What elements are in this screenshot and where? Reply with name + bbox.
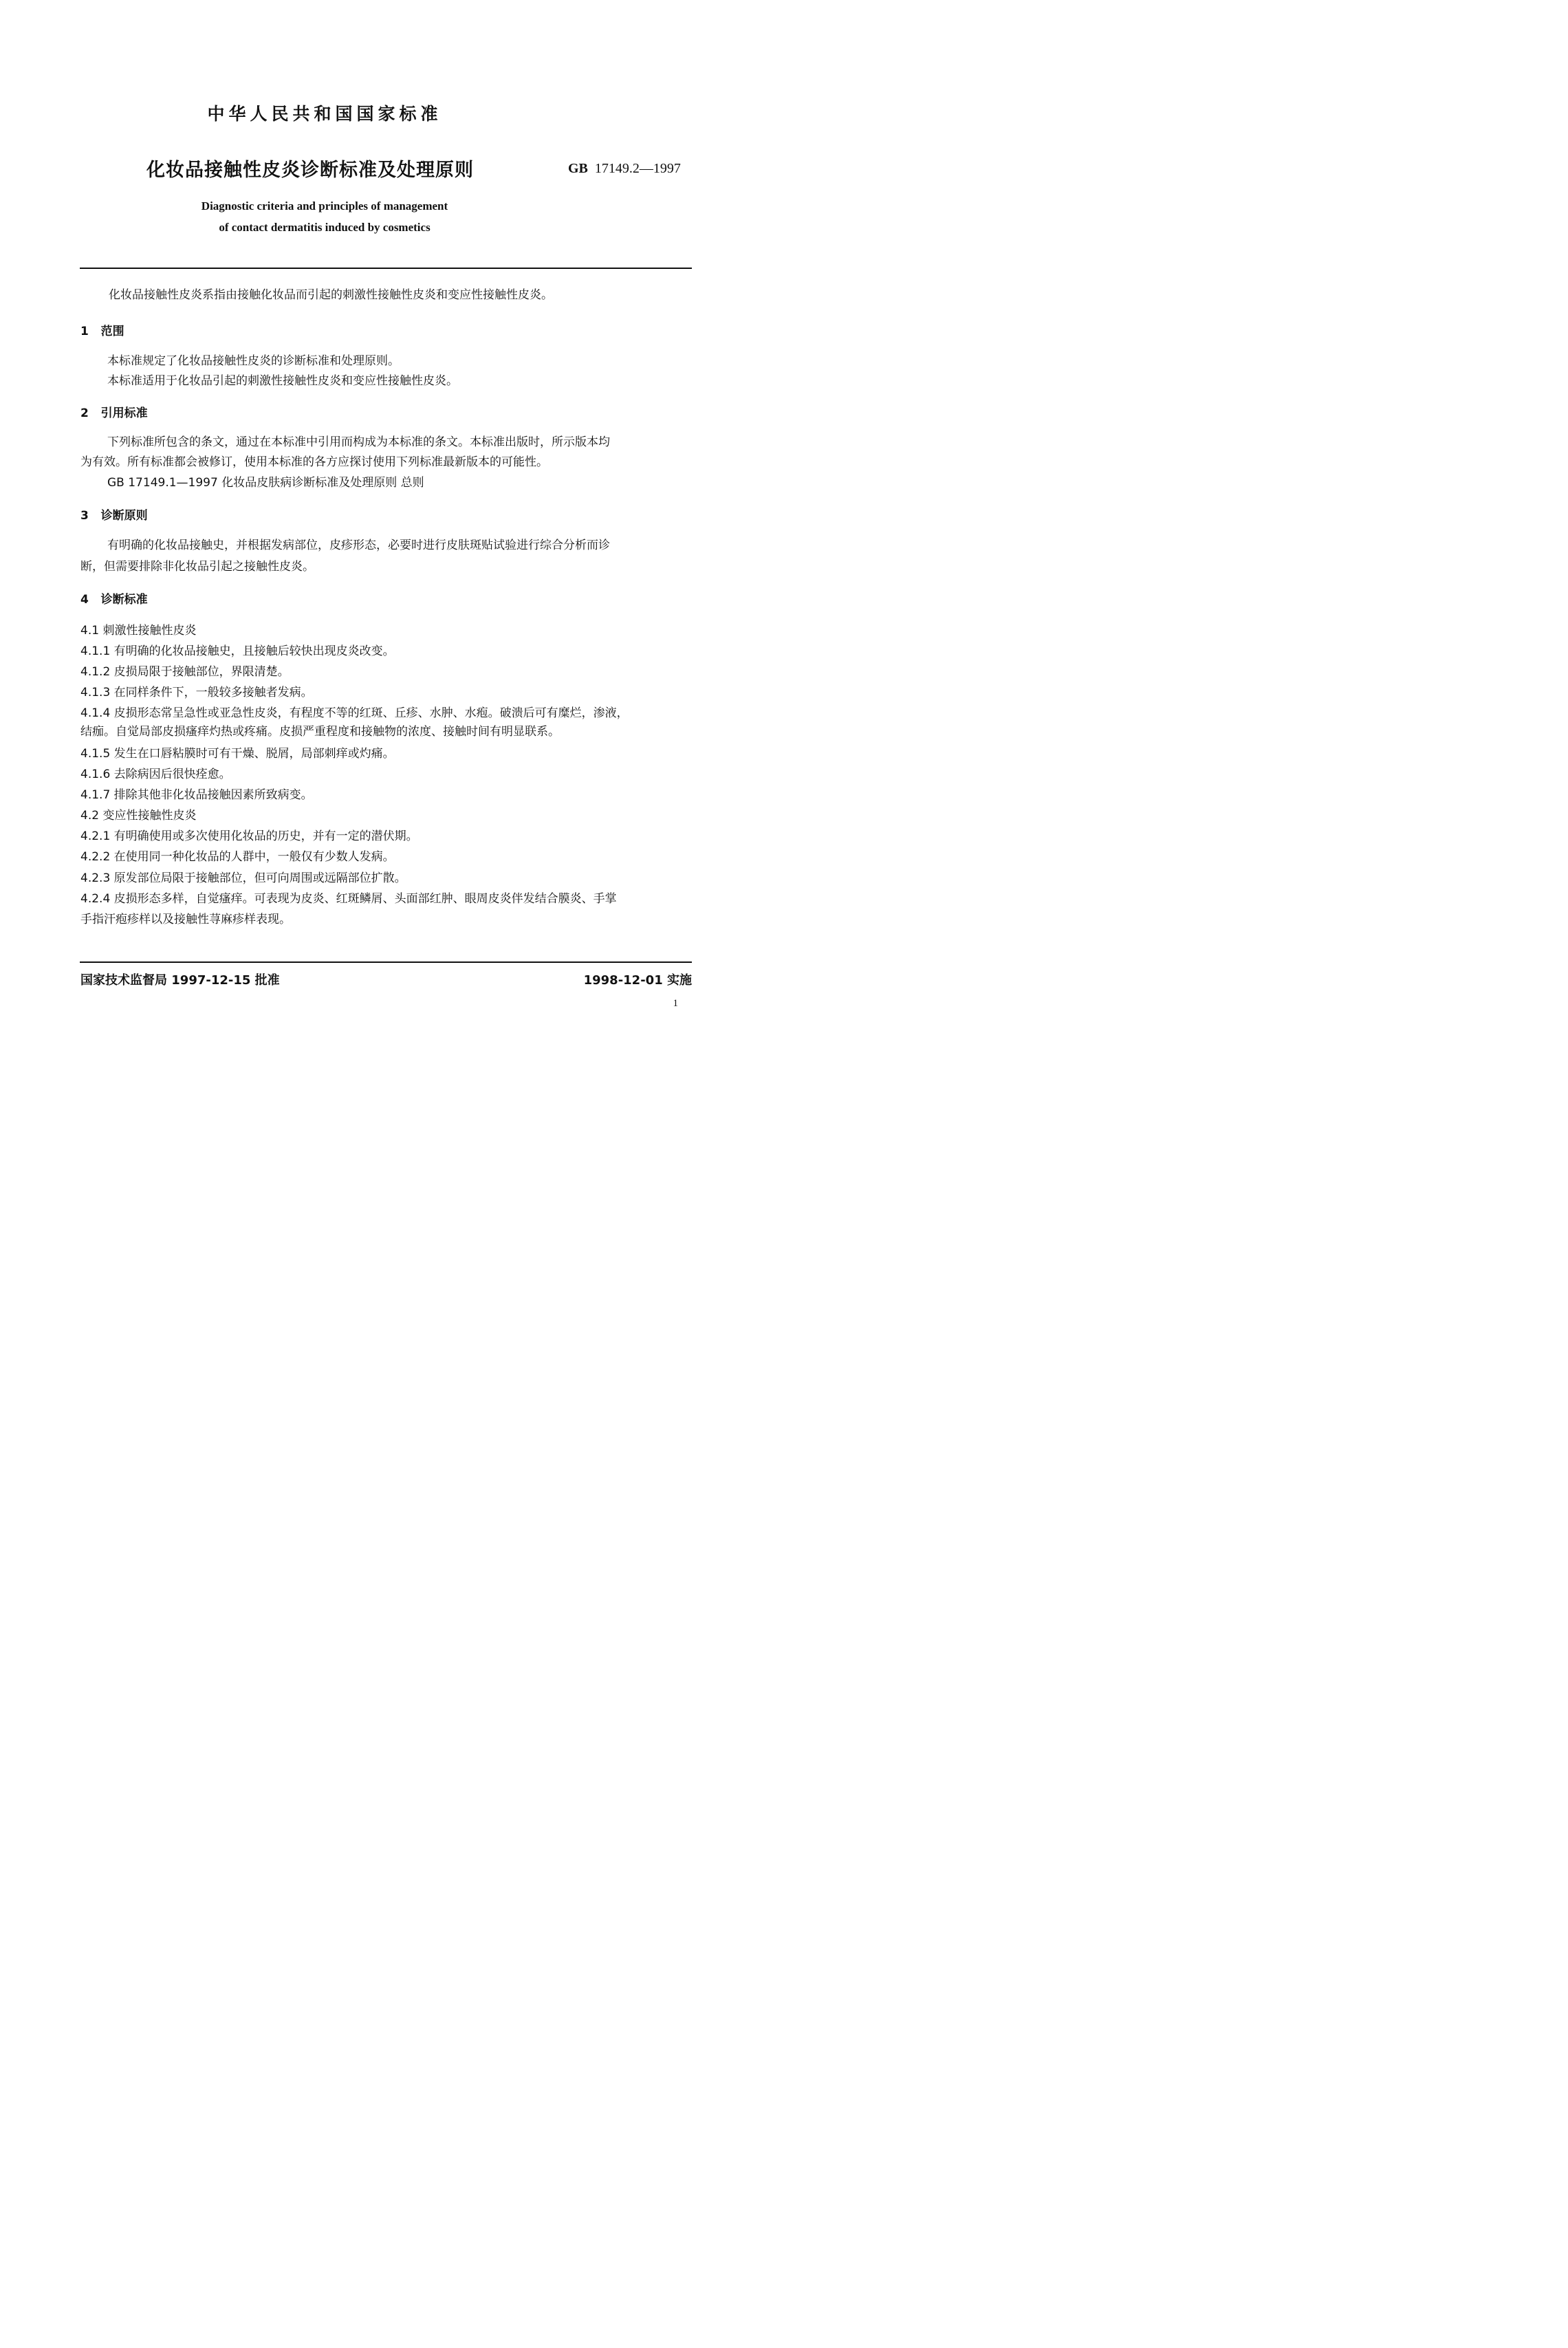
section-3-title: 诊断原则 <box>100 509 148 523</box>
clause-4-1-1: 4.1.1 有明确的化妆品接触史，且接触后较快出现皮炎改变。 <box>80 644 395 658</box>
section-4-heading <box>80 589 148 607</box>
clause-4-1: 4.1 刺激性接触性皮炎 <box>80 624 197 638</box>
section-2-paragraph-line-1: 下列标准所包含的条文，通过在本标准中引用而构成为本标准的条文。本标准出版时，所示版本均 <box>107 435 610 449</box>
standard-title: 化妆品接触性皮炎诊断标准及处理原则 <box>146 160 474 181</box>
section-1-paragraph-2: 本标准适用于化妆品引起的刺激性接触性皮炎和变应性接触性皮炎。 <box>107 374 458 388</box>
section-3-number: 3 <box>80 509 89 523</box>
standard-code-prefix: GB <box>568 161 588 176</box>
clause-4-2-4-line-1: 4.2.4 皮损形态多样，自觉瘙痒。可表现为皮炎、红斑鳞屑、头面部红肿、眼周皮炎伴发结合膜炎、手掌 <box>80 892 617 906</box>
normative-reference: GB 17149.1—1997 化妆品皮肤病诊断标准及处理原则 总则 <box>107 476 424 490</box>
clause-4-1-6: 4.1.6 去除病因后很快痊愈。 <box>80 768 231 781</box>
section-3-paragraph-line-1: 有明确的化妆品接触史，并根据发病部位，皮疹形态，必要时进行皮肤斑贴试验进行综合分析而诊 <box>107 539 610 552</box>
clause-4-1-7: 4.1.7 排除其他非化妆品接触因素所致病变。 <box>80 788 313 802</box>
english-title-line1: Diagnostic criteria and principles of management <box>201 199 448 213</box>
section-2-paragraph-line-2: 为有效。所有标准都会被修订，使用本标准的各方应探讨使用下列标准最新版本的可能性。 <box>80 455 548 469</box>
header-divider <box>80 268 692 269</box>
section-2-heading <box>80 403 148 420</box>
section-1-number: 1 <box>80 325 89 338</box>
clause-4-2: 4.2 变应性接触性皮炎 <box>80 809 197 823</box>
clause-4-1-3: 4.1.3 在同样条件下，一般较多接触者发病。 <box>80 686 313 699</box>
section-4-number: 4 <box>80 593 89 607</box>
english-title <box>0 195 649 238</box>
standard-code <box>568 161 681 177</box>
section-2-title: 引用标准 <box>100 406 148 420</box>
implementation-date: 1998-12-01 实施 <box>583 973 692 988</box>
clause-4-2-3: 4.2.3 原发部位局限于接触部位，但可向周围或远隔部位扩散。 <box>80 871 406 885</box>
page-number: 1 <box>673 998 678 1009</box>
clause-4-1-2: 4.1.2 皮损局限于接触部位，界限清楚。 <box>80 665 290 679</box>
clause-4-1-5: 4.1.5 发生在口唇粘膜时可有干燥、脱屑，局部刺痒或灼痛。 <box>80 747 395 761</box>
section-2-number: 2 <box>80 406 89 420</box>
national-standard-heading: 中华人民共和国国家标准 <box>207 104 442 124</box>
clause-4-2-4-line-2: 手指汗疱疹样以及接触性荨麻疹样表现。 <box>80 913 291 926</box>
english-title-line2: of contact dermatitis induced by cosmetics <box>219 221 431 234</box>
clause-4-1-4-line-2: 结痂。自觉局部皮损瘙痒灼热或疼痛。皮损严重程度和接触物的浓度、接触时间有明显联系。 <box>80 725 560 739</box>
clause-4-1-4-line-1: 4.1.4 皮损形态常呈急性或亚急性皮炎，有程度不等的红斑、丘疹、水肿、水疱。破溃后可有糜烂，渗液， <box>80 706 629 720</box>
section-4-title: 诊断标准 <box>100 593 148 607</box>
standard-code-number: 17149.2—1997 <box>594 161 681 176</box>
section-3-paragraph-line-2: 断，但需要排除非化妆品引起之接触性皮炎。 <box>80 560 314 574</box>
section-1-title: 范围 <box>100 325 124 338</box>
section-1-paragraph-1: 本标准规定了化妆品接触性皮炎的诊断标准和处理原则。 <box>107 354 400 368</box>
clause-4-2-1: 4.2.1 有明确使用或多次使用化妆品的历史，并有一定的潜伏期。 <box>80 829 418 843</box>
intro-paragraph: 化妆品接触性皮炎系指由接触化妆品而引起的刺激性接触性皮炎和变应性接触性皮炎。 <box>109 288 553 302</box>
approval-info: 国家技术监督局 1997-12-15 批准 <box>80 973 280 988</box>
section-1-heading <box>80 321 124 338</box>
clause-4-2-2: 4.2.2 在使用同一种化妆品的人群中，一般仅有少数人发病。 <box>80 850 395 864</box>
section-3-heading <box>80 506 148 523</box>
footer-divider <box>80 961 692 963</box>
